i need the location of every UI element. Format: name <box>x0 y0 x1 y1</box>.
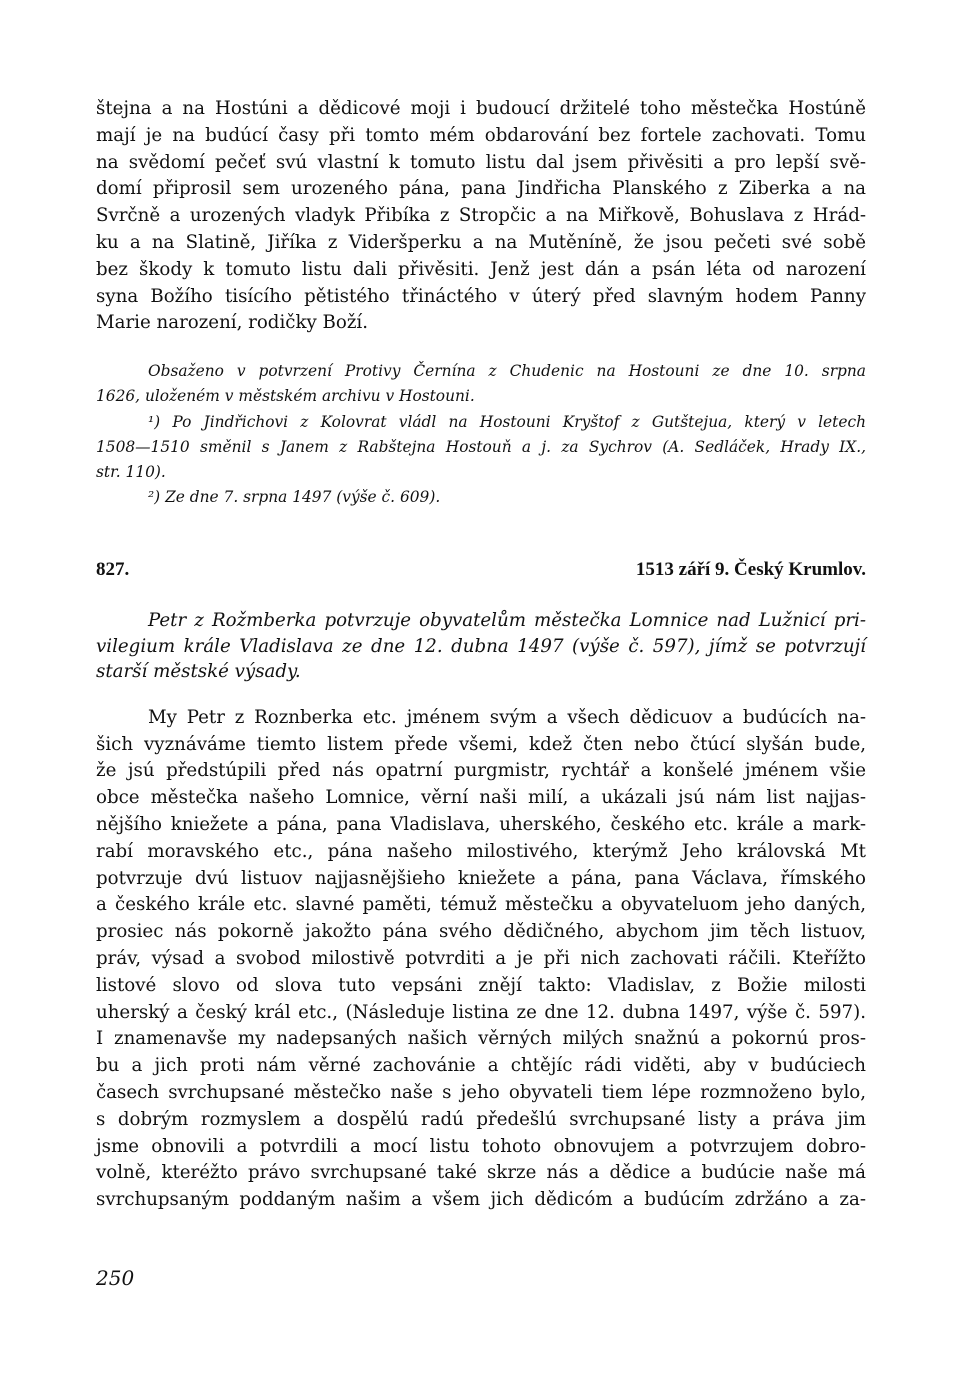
text-line: domí připrosil sem urozeného pána, pana Jindřicha Planského z Ziberka a na <box>96 178 866 200</box>
text-line: jsme obnovili a potvrdili a mocí listu tohoto obnovujem a potvrzujem dobro- <box>96 1135 866 1157</box>
page-number: 250 <box>96 1266 135 1290</box>
text-line: práv, výsad a svobod milostivě potvrditi a je při nich zachovati ráčili. Kteřížto <box>96 947 866 969</box>
regest-line: starší městské výsady. <box>96 661 301 683</box>
text-line: Svrčně a urozených vladyk Přibíka z Stropčic a na Miřkově, Bohuslava z Hrád- <box>96 205 866 227</box>
regest-line: Petr z Rožmberka potvrzuje obyvatelům městečka Lomnice nad Lužnicí pri- <box>148 610 866 632</box>
text-line: obce městečka našeho Lomnice, věrní naši milí, a ukázali jsú nám list najjas- <box>96 787 866 809</box>
text-line: Marie narození, rodičky Boží. <box>96 312 369 334</box>
text-line: bu a jich proti nám věrné zachovánie a chtějíc rádi viděti, aby v budúciech <box>96 1055 866 1077</box>
text-line: mají je na budúcí časy při tomto mém obdarování bez fortele zachovati. Tomu <box>96 124 866 146</box>
text-line: svrchupsaným poddaným našim a všem jich dědicóm a budúcím zdržáno a za- <box>96 1189 866 1211</box>
footnote-1: ¹) Po Jindřichovi z Kolovrat vládl na Hostouni Kryštof z Gutštejua, který v letech <box>148 412 866 431</box>
text-line: šich vyznáváme tiemto listem přede všemi, kdež čten nebo čtúcí slyšán bude, <box>96 733 866 755</box>
text-line: My Petr z Roznberka etc. jménem svým a všech dědicuov a budúcích na- <box>148 706 866 728</box>
text-line: a českého krále etc. slavné paměti, témuž městečku a obyvateluom jeho daných, <box>96 894 866 916</box>
text-line: bez škody k tomuto listu dali přivěsiti. Jenž jest dán a psán léta od narození <box>96 258 866 280</box>
text-line: syna Božího tisícího pětistého třináctého v úterý před slavným hodem Panny <box>96 285 866 307</box>
text-line: prosiec nás pokorně jakožto pána svého dědičného, abychom jim těch listuov, <box>96 921 866 943</box>
entry-number: 827. <box>96 559 130 581</box>
footnote-1: 1508—1510 směnil s Janem z Rabštejna Hostouň a j. za Sychrov (A. Sedláček, Hrady IX., <box>96 437 866 456</box>
text-line: nějšího kniežete a pána, pana Vladislava, uherského, českého etc. krále a mark- <box>96 813 866 835</box>
text-line: listové slovo od slova tuto vepsáni znějí takto: Vladislav, z Božie milosti <box>96 974 866 996</box>
source-notes <box>96 359 866 510</box>
entry-heading <box>96 556 866 584</box>
entry-date-place: 1513 září 9. Český Krumlov. <box>635 559 866 581</box>
source-note: Obsaženo v potvrzení Protivy Černína z Chudenic na Hostouni ze dne 10. srpna <box>148 362 866 381</box>
text-line: na svědomí pečeť svú vlastní k tomuto listu dal jsem přivěsiti a pro lepší svě- <box>96 151 866 173</box>
document-body <box>96 705 866 1214</box>
text-line: štejna a na Hostúni a dědicové moji i budoucí držitelé toho městečka Hostúně <box>96 98 866 119</box>
text-line: ku a na Slatině, Jiříka z Videršperku a na Mutěníně, že jsou pečeti své sobě <box>96 231 866 253</box>
continuation-paragraph <box>96 96 866 337</box>
source-note: 1626, uloženém v městském archivu v Hostouni. <box>96 387 475 406</box>
text-line: rabí moravského etc., pána našeho milostivého, kterýmž Jeho královská Mt <box>96 840 866 862</box>
footnote-1: str. 110). <box>96 462 166 481</box>
text-line: I znamenavše my nadepsaných našich věrných milých snažnú a pokornú pros- <box>96 1028 866 1050</box>
text-line: časech svrchupsané městečko naše s jeho obyvateli tiem lépe rozmnoženo bylo, <box>96 1081 866 1103</box>
text-line: že jsú předstúpili před nás opatrní purgmistr, rychtář a konšelé jménem všie <box>96 760 866 782</box>
page-content <box>96 96 866 1214</box>
text-line: potvrzuje dvú listuov najjasnějšieho kniežete a pána, pana Václava, římského <box>96 867 866 889</box>
regest <box>96 608 866 685</box>
footnote-2: ²) Ze dne 7. srpna 1497 (výše č. 609). <box>148 488 441 507</box>
text-line: s dobrým rozmyslem a dospělú radú předešlú svrchupsané listy a práva jim <box>96 1108 866 1130</box>
text-line: uherský a český král etc., (Následuje listina ze dne 12. dubna 1497, výše č. 597). <box>96 1001 866 1023</box>
text-line: volně, kteréžto právo svrchupsané také skrze nás a dědice a budúcie naše má <box>96 1162 866 1184</box>
regest-line: vilegium krále Vladislava ze dne 12. dubna 1497 (výše č. 597), jímž se potvrzují <box>96 635 866 657</box>
